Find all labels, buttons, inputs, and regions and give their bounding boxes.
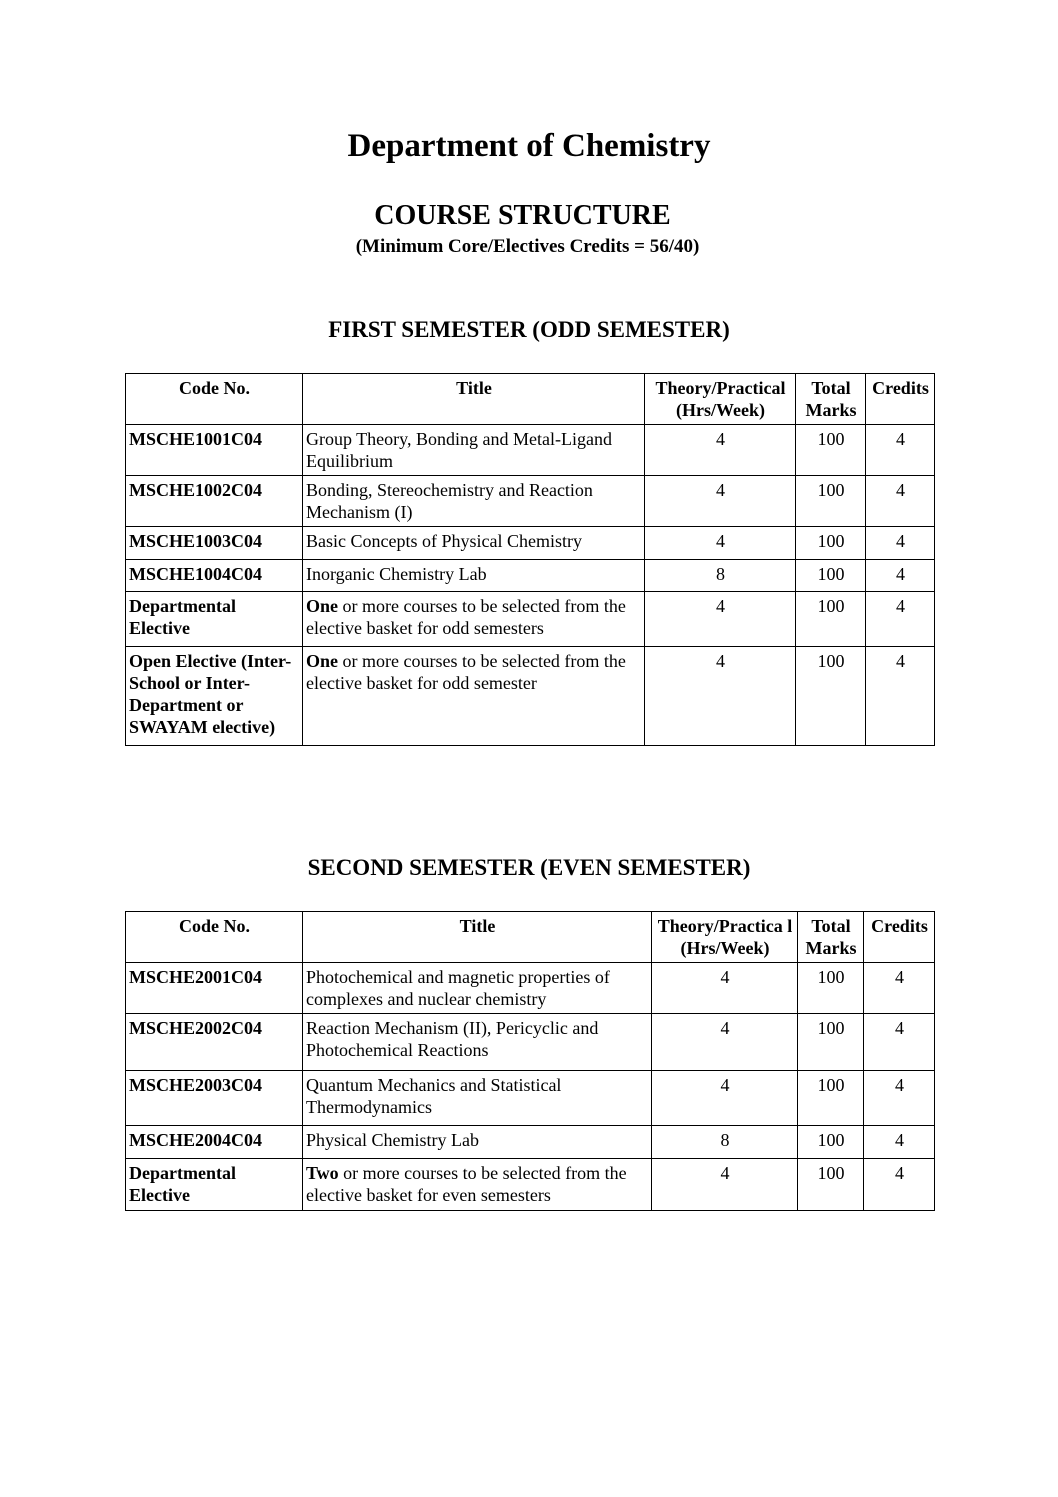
column-header-hours: Theory/Practica l (Hrs/Week) <box>652 912 798 963</box>
course-code: MSCHE1003C04 <box>126 527 303 560</box>
course-credits: 4 <box>866 527 935 560</box>
course-hours: 8 <box>652 1126 798 1159</box>
course-marks: 100 <box>798 1126 864 1159</box>
course-code: MSCHE1002C04 <box>126 476 303 527</box>
course-title: Reaction Mechanism (II), Pericyclic and Photochemical Reactions <box>303 1014 652 1071</box>
course-credits: 4 <box>864 963 935 1014</box>
course-marks: 100 <box>796 527 866 560</box>
department-title: Department of Chemistry <box>347 128 711 164</box>
table-row <box>126 1126 935 1159</box>
course-title-rest: or more courses to be selected from the elective basket for even semesters <box>306 1163 627 1205</box>
table-header-row <box>126 912 935 963</box>
course-hours: 4 <box>645 592 796 647</box>
course-credits: 4 <box>866 425 935 476</box>
course-marks: 100 <box>798 1014 864 1071</box>
column-header-credits: Credits <box>866 374 935 425</box>
column-header-title: Title <box>303 374 645 425</box>
course-credits: 4 <box>866 476 935 527</box>
course-code: MSCHE1004C04 <box>126 560 303 592</box>
course-marks: 100 <box>796 647 866 746</box>
second-semester-table <box>125 911 935 1211</box>
course-code: MSCHE2001C04 <box>126 963 303 1014</box>
course-title: Photochemical and magnetic properties of complexes and nuclear chemistry <box>303 963 652 1014</box>
first-semester-table <box>125 373 935 746</box>
course-hours: 8 <box>645 560 796 592</box>
course-title: Inorganic Chemistry Lab <box>303 560 645 592</box>
table-row <box>126 963 935 1014</box>
course-credits: 4 <box>864 1014 935 1071</box>
course-title-emphasis: Two <box>306 1163 339 1183</box>
course-code: Departmental Elective <box>126 1159 303 1211</box>
course-marks: 100 <box>798 1159 864 1211</box>
table-row <box>126 560 935 592</box>
course-hours: 4 <box>645 476 796 527</box>
course-hours: 4 <box>652 1159 798 1211</box>
table-row <box>126 527 935 560</box>
second-semester-heading: SECOND SEMESTER (EVEN SEMESTER) <box>307 855 751 880</box>
course-title-rest: or more courses to be selected from the elective basket for odd semester <box>306 651 626 693</box>
course-hours: 4 <box>645 527 796 560</box>
course-hours: 4 <box>652 1071 798 1126</box>
column-header-code: Code No. <box>126 912 303 963</box>
course-hours: 4 <box>645 647 796 746</box>
table-row <box>126 476 935 527</box>
course-credits: 4 <box>864 1159 935 1211</box>
table-row <box>126 647 935 746</box>
course-code: MSCHE1001C04 <box>126 425 303 476</box>
course-marks: 100 <box>796 425 866 476</box>
course-structure-heading: COURSE STRUCTURE <box>374 200 671 231</box>
column-header-title: Title <box>303 912 652 963</box>
course-marks: 100 <box>796 592 866 647</box>
course-title <box>303 647 645 746</box>
credits-note: (Minimum Core/Electives Credits = 56/40) <box>355 236 700 257</box>
course-marks: 100 <box>796 560 866 592</box>
course-title <box>303 592 645 647</box>
column-header-marks: Total Marks <box>796 374 866 425</box>
course-hours: 4 <box>652 1014 798 1071</box>
table-row <box>126 1159 935 1211</box>
course-credits: 4 <box>864 1126 935 1159</box>
course-credits: 4 <box>866 560 935 592</box>
course-title: Quantum Mechanics and Statistical Thermodynamics <box>303 1071 652 1126</box>
course-marks: 100 <box>796 476 866 527</box>
column-header-hours: Theory/Practical (Hrs/Week) <box>645 374 796 425</box>
course-title: Group Theory, Bonding and Metal-Ligand Equilibrium <box>303 425 645 476</box>
table-row <box>126 425 935 476</box>
course-title-emphasis: One <box>306 596 339 616</box>
course-marks: 100 <box>798 963 864 1014</box>
column-header-marks: Total Marks <box>798 912 864 963</box>
course-credits: 4 <box>864 1071 935 1126</box>
course-title-rest: or more courses to be selected from the elective basket for odd semesters <box>306 596 626 638</box>
column-header-credits: Credits <box>864 912 935 963</box>
course-title: Physical Chemistry Lab <box>303 1126 652 1159</box>
table-header-row <box>126 374 935 425</box>
course-title-emphasis: One <box>306 651 339 671</box>
course-code: Departmental Elective <box>126 592 303 647</box>
course-code: MSCHE2004C04 <box>126 1126 303 1159</box>
course-hours: 4 <box>645 425 796 476</box>
course-title: Bonding, Stereochemistry and Reaction Mechanism (I) <box>303 476 645 527</box>
course-code-text: Open Elective (Inter-School or Inter-Department or SWAYAM elective) <box>129 651 292 737</box>
table-row <box>126 1071 935 1126</box>
course-code <box>126 647 303 746</box>
table-row <box>126 1014 935 1071</box>
course-credits: 4 <box>866 592 935 647</box>
course-code: MSCHE2002C04 <box>126 1014 303 1071</box>
table-row <box>126 592 935 647</box>
course-hours: 4 <box>652 963 798 1014</box>
first-semester-heading: FIRST SEMESTER (ODD SEMESTER) <box>328 317 730 342</box>
column-header-code: Code No. <box>126 374 303 425</box>
course-title <box>303 1159 652 1211</box>
course-code: MSCHE2003C04 <box>126 1071 303 1126</box>
course-credits: 4 <box>866 647 935 746</box>
course-marks: 100 <box>798 1071 864 1126</box>
course-title: Basic Concepts of Physical Chemistry <box>303 527 645 560</box>
